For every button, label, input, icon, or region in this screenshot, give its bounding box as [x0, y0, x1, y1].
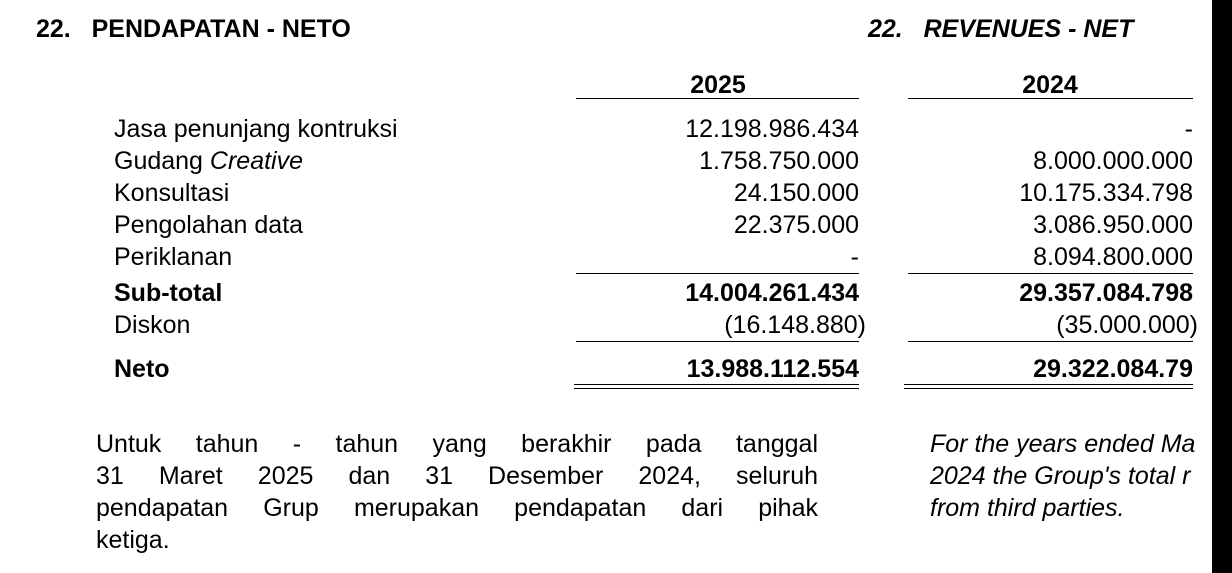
- column-header-2024: 2024: [1022, 71, 1078, 99]
- heading-english: [868, 14, 1133, 44]
- net-rule-2024: [908, 341, 1193, 342]
- row-label: Konsultasi: [114, 179, 230, 207]
- heading-number-id: 22.: [36, 15, 71, 43]
- subtotal-rule-2024: [908, 273, 1193, 274]
- row-value-2024: 10.175.334.798: [1019, 179, 1193, 207]
- row-value-2024: 3.086.950.000: [1033, 211, 1193, 239]
- row-value-2024: 8.094.800.000: [1033, 243, 1193, 271]
- table-row: [0, 209, 1212, 241]
- heading-title-id: PENDAPATAN - NETO: [91, 15, 351, 43]
- discount-value-2024: (35.000.000): [1056, 311, 1198, 339]
- net-row: [0, 353, 1212, 385]
- row-value-2025: 12.198.986.434: [685, 115, 859, 143]
- note-indonesian: Untuk tahun - tahun yang berakhir pada tanggal 31 Maret 2025 dan 31 Desember 2024, seluruh pendapatan Grup merupakan pendapatan dari pihak ketiga.: [96, 430, 818, 554]
- table-row: [0, 113, 1212, 145]
- row-value-2025: 22.375.000: [733, 211, 859, 239]
- row-label: Jasa penunjang kontruksi: [114, 115, 398, 143]
- column-header-2025: 2025: [690, 71, 746, 99]
- table-row: [0, 145, 1212, 177]
- header-underline-2025: [576, 98, 859, 99]
- table-row: [0, 241, 1212, 273]
- subtotal-value-2025: 14.004.261.434: [685, 279, 859, 307]
- subtotal-row: [0, 277, 1212, 309]
- net-rule-2025: [576, 341, 859, 342]
- heading-title-en: REVENUES - NET: [923, 15, 1134, 43]
- net-value-2025: 13.988.112.554: [686, 355, 859, 383]
- note-english: For the years ended Ma 2024 the Group's total r from third parties.: [930, 430, 1196, 522]
- subtotal-rule-2025: [576, 273, 859, 274]
- discount-row: [0, 309, 1212, 341]
- subtotal-label: Sub-total: [114, 279, 223, 307]
- net-value-2024: 29.322.084.79: [1033, 355, 1193, 383]
- heading-number-en: 22.: [868, 15, 903, 43]
- subtotal-value-2024: 29.357.084.798: [1019, 279, 1193, 307]
- row-value-2025: 24.150.000: [733, 179, 859, 207]
- row-label: Pengolahan data: [114, 211, 304, 239]
- net-double-underline-2024: [904, 384, 1193, 389]
- table-row: [0, 177, 1212, 209]
- discount-label: Diskon: [114, 311, 191, 339]
- row-value-2025: 1.758.750.000: [699, 147, 859, 175]
- row-value-2024: 8.000.000.000: [1033, 147, 1193, 175]
- header-underline-2024: [908, 98, 1193, 99]
- discount-value-2025: (16.148.880): [724, 311, 866, 339]
- row-value-2025: -: [850, 243, 859, 271]
- heading-indonesian: [36, 14, 351, 44]
- row-label: Periklanan: [114, 243, 233, 271]
- row-label: Gudang Creative: [114, 147, 304, 175]
- net-double-underline-2025: [574, 384, 859, 389]
- row-value-2024: -: [1184, 115, 1193, 143]
- net-label: Neto: [114, 355, 170, 383]
